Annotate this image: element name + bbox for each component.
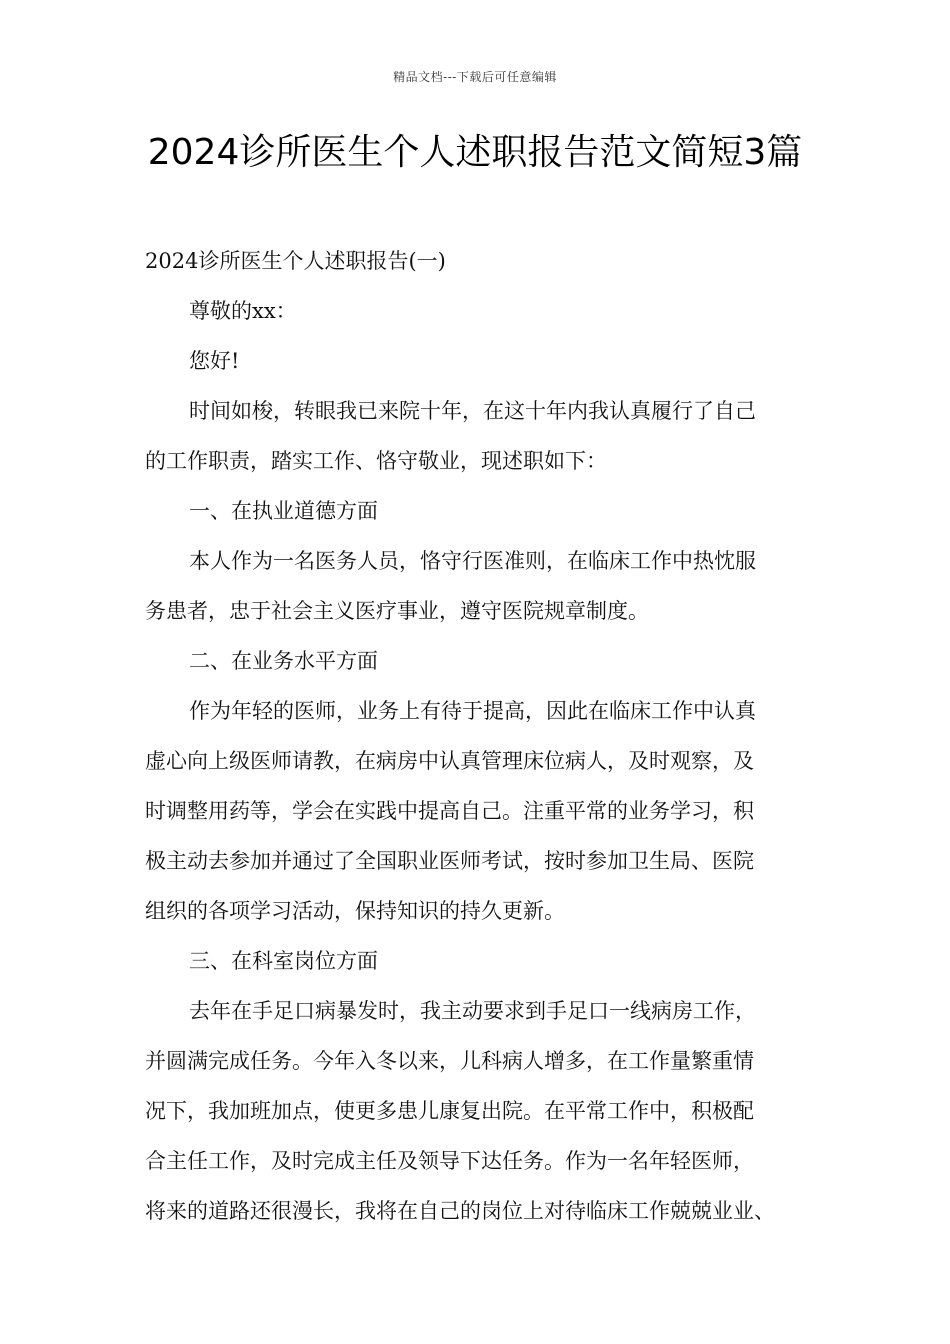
paragraph-line: 并圆满完成任务。今年入冬以来，儿科病人增多，在工作量繁重情 xyxy=(145,1049,754,1073)
subheading: 三、在科室岗位方面 xyxy=(189,949,378,973)
paragraph-line: 极主动去参加并通过了全国职业医师考试，按时参加卫生局、医院 xyxy=(145,849,754,873)
paragraph-line: 的工作职责，踏实工作、恪守敬业，现述职如下： xyxy=(145,449,607,473)
greeting: 您好! xyxy=(189,349,240,373)
paragraph-line: 去年在手足口病暴发时，我主动要求到手足口一线病房工作， xyxy=(189,999,756,1023)
paragraph-line: 况下，我加班加点，使更多患儿康复出院。在平常工作中，积极配 xyxy=(145,1099,754,1123)
paragraph-line: 合主任工作，及时完成主任及领导下达任务。作为一名年轻医师， xyxy=(145,1149,754,1173)
document-title: 2024诊所医生个人述职报告范文简短3篇 xyxy=(147,132,803,173)
document-body xyxy=(145,236,805,1236)
paragraph-line: 时间如梭，转眼我已来院十年，在这十年内我认真履行了自己 xyxy=(189,399,756,423)
section-heading: 2024诊所医生个人述职报告(一) xyxy=(145,249,446,273)
paragraph-line: 组织的各项学习活动，保持知识的持久更新。 xyxy=(145,899,565,923)
paragraph-line: 务患者，忠于社会主义医疗事业，遵守医院规章制度。 xyxy=(145,599,649,623)
salutation: 尊敬的xx： xyxy=(189,299,297,323)
paragraph-line: 本人作为一名医务人员，恪守行医准则，在临床工作中热忱服 xyxy=(189,549,756,573)
paragraph-line: 将来的道路还很漫长，我将在自己的岗位上对待临床工作兢兢业业、 xyxy=(145,1199,775,1223)
subheading: 一、在执业道德方面 xyxy=(189,499,378,523)
paragraph-line: 时调整用药等，学会在实践中提高自己。注重平常的业务学习，积 xyxy=(145,799,754,823)
subheading: 二、在业务水平方面 xyxy=(189,649,378,673)
paragraph-line: 作为年轻的医师，业务上有待于提高，因此在临床工作中认真 xyxy=(189,699,756,723)
paragraph-line: 虚心向上级医师请教，在病房中认真管理床位病人，及时观察，及 xyxy=(145,749,754,773)
header-note: 精品文档---下载后可任意编辑 xyxy=(393,70,557,84)
